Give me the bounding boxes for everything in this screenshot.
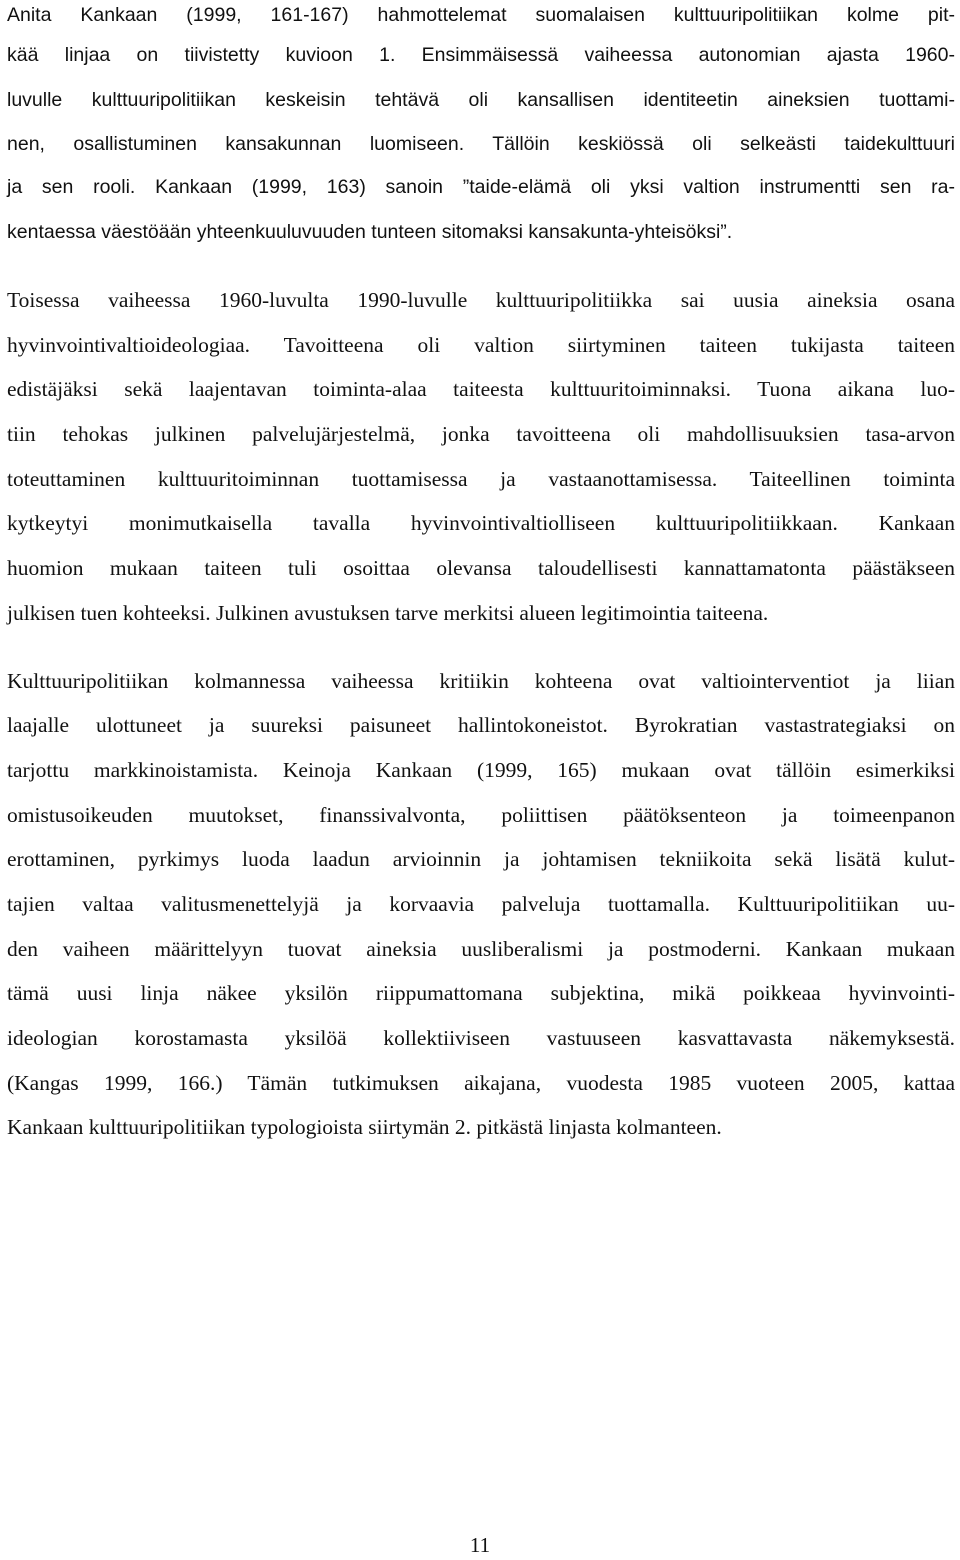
paragraph-line: hyvinvointivaltioideologiaa. Tavoitteena oli valtion siirtyminen taiteen tukijasta taiteen [7,333,955,357]
paragraph-line: luvulle kulttuuripolitiikan keskeisin tehtävä oli kansallisen identiteetin aineksien tuottami- [7,89,955,111]
paragraph-line: toteuttaminen kulttuuritoiminnan tuottamisessa ja vastaanottamisessa. Taiteellinen toiminta [7,467,955,491]
paragraph-line: kytkeytyi monimutkaisella tavalla hyvinvointivaltiolliseen kulttuuripolitiikkaan. Kankaan [7,511,955,535]
paragraph-line: Kankaan kulttuuripolitiikan typologioista siirtymän 2. pitkästä linjasta kolmanteen. [7,1115,722,1139]
paragraph-line: tajien valtaa valitusmenettelyjä ja korvaavia palveluja tuottamalla. Kulttuuripolitiikan uu- [7,892,955,916]
paragraph-line: edistäjäksi sekä laajentavan toiminta-alaa taiteesta kulttuuritoiminnaksi. Tuona aikana luo- [7,377,955,401]
paragraph-line: ja sen rooli. Kankaan (1999, 163) sanoin ”taide-elämä oli yksi valtion instrumentti sen ra- [7,176,955,198]
paragraph-line: tiin tehokas julkinen palvelujärjestelmä, jonka tavoitteena oli mahdollisuuksien tasa-arvon [7,422,955,446]
paragraph-line: tämä uusi linja näkee yksilön riippumattomana subjektina, mikä poikkeaa hyvinvointi- [7,981,955,1005]
paragraph-line: tarjottu markkinoistamista. Keinoja Kankaan (1999, 165) mukaan ovat tällöin esimerkiksi [7,758,955,782]
paragraph-line: Kulttuuripolitiikan kolmannessa vaiheessa kritiikin kohteena ovat valtiointerventiot ja liian [7,669,955,693]
paragraph-line: Toisessa vaiheessa 1960-luvulta 1990-luvulle kulttuuripolitiikka sai uusia aineksia osana [7,288,955,312]
paragraph-line: omistusoikeuden muutokset, finanssivalvonta, poliittisen päätöksenteon ja toimeenpanon [7,803,955,827]
paragraph-line: erottaminen, pyrkimys luoda laadun arvioinnin ja johtamisen tekniikoita sekä lisätä kulut- [7,847,955,871]
paragraph-line: (Kangas 1999, 166.) Tämän tutkimuksen aikajana, vuodesta 1985 vuoteen 2005, kattaa [7,1071,955,1095]
paragraph-line: laajalle ulottuneet ja suureksi paisuneet hallintokoneistot. Byrokratian vastastrategiaksi on [7,713,955,737]
paragraph-line: nen, osallistuminen kansakunnan luomiseen. Tällöin keskiössä oli selkeästi taidekulttuuri [7,133,955,155]
paragraph-line: den vaiheen määrittelyyn tuovat aineksia uusliberalismi ja postmoderni. Kankaan mukaan [7,937,955,961]
paragraph-line: ideologian korostamasta yksilöä kollektiiviseen vastuuseen kasvattavasta näkemyksestä. [7,1026,955,1050]
paragraph-line: huomion mukaan taiteen tuli osoittaa olevansa taloudellisesti kannattamatonta päästäkseen [7,556,955,580]
paragraph-line: kää linjaa on tiivistetty kuvioon 1. Ensimmäisessä vaiheessa autonomian ajasta 1960- [7,44,955,66]
paragraph-line: kentaessa väestöään yhteenkuuluvuuden tunteen sitomaksi kansakunta-yhteisöksi”. [7,221,733,243]
page-number: 11 [469,1533,491,1557]
paragraph-line: Anita Kankaan (1999, 161-167) hahmottelemat suomalaisen kulttuuripolitiikan kolme pit- [7,4,955,26]
paragraph-line: julkisen tuen kohteeksi. Julkinen avustuksen tarve merkitsi alueen legitimointia taiteena. [7,601,769,625]
